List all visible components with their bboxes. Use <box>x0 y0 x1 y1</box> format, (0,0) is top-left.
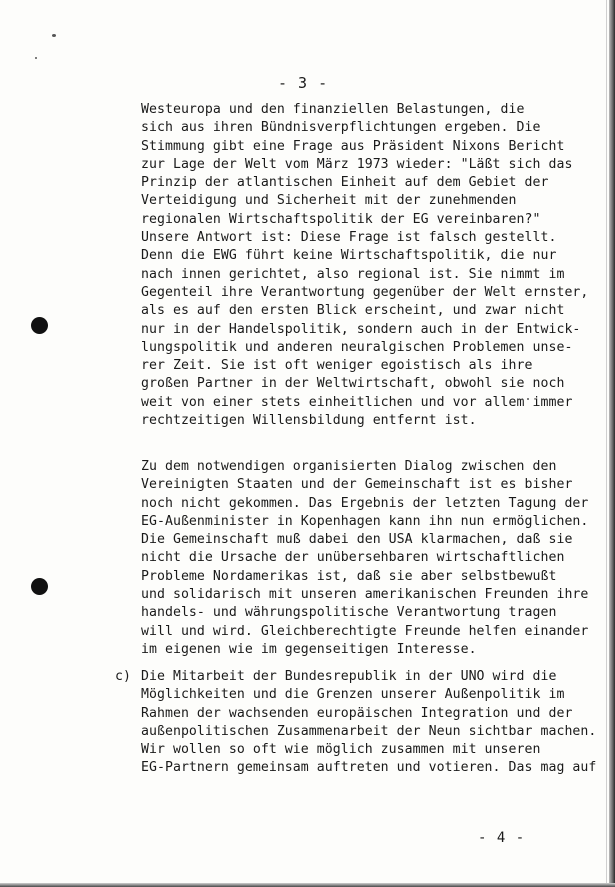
text-line: handels- und währungspolitische Verantwortung tragen <box>141 605 557 621</box>
text-line: sich aus ihren Bündnisverpflichtungen ergeben. Die <box>141 120 541 136</box>
text-line: Zu dem notwendigen organisierten Dialog zwischen den <box>141 459 557 474</box>
text-line: lungspolitik und anderen neuralgischen Problemen unse- <box>141 339 573 355</box>
text-line: Die Gemeinschaft muß dabei den USA klarmachen, daß sie <box>141 532 573 548</box>
next-page-marker: - 4 - <box>478 830 526 846</box>
text-line: rechtzeitigen Willensbildung entfernt ist. <box>141 413 477 429</box>
text-line: großen Partner in der Weltwirtschaft, obwohl sie noch <box>141 376 565 392</box>
text-line: nur in der Handelspolitik, sondern auch in der Entwick- <box>141 321 581 337</box>
text-line: nach innen gerichtet, also regional ist. Sie nimmt im <box>141 266 565 282</box>
text-line: nicht die Ursache der unübersehbaren wirtschaftlichen <box>141 550 565 566</box>
text-line: Wir wollen so oft wie möglich zusammen mit unseren <box>141 742 541 758</box>
text-line: als es auf den ersten Blick erscheint, und zwar nicht <box>141 303 565 319</box>
text-line: zur Lage der Welt vom März 1973 wieder: "Läßt sich das <box>141 156 573 172</box>
text-line: und solidarisch mit unseren amerikanischen Freunden ihre <box>141 587 589 603</box>
list-item-marker: c) <box>115 669 131 684</box>
paragraph-1 <box>141 101 588 430</box>
paragraph-2 <box>141 458 588 659</box>
text-line: außenpolitischen Zusammenarbeit der Neun sichtbar machen. <box>141 723 597 739</box>
scan-speck <box>35 57 37 59</box>
punch-hole-bottom <box>31 578 48 595</box>
text-line: noch nicht gekommen. Das Ergebnis der letzten Tagung der <box>141 495 589 511</box>
text-line: Möglichkeiten und die Grenzen unserer Außenpolitik im <box>141 687 565 703</box>
text-line: Denn die EWG führt keine Wirtschaftspolitik, die nur <box>141 248 557 264</box>
text-line: Probleme Nordamerikas ist, daß sie aber selbstbewußt <box>141 568 557 584</box>
text-line: Unsere Antwort ist: Diese Frage ist falsch gestellt. <box>141 230 557 246</box>
page-number: - 3 - <box>278 74 329 92</box>
text-line: Prinzip der atlantischen Einheit auf dem Gebiet der <box>141 175 549 191</box>
scan-speck <box>52 34 56 37</box>
text-line: rer Zeit. Sie ist oft weniger egoistisch als ihre <box>141 358 533 374</box>
punch-hole-top <box>31 317 48 334</box>
scan-edge-right <box>609 0 615 887</box>
text-line: EG-Partnern gemeinsam auftreten und votieren. Das mag auf <box>141 760 597 776</box>
text-line: will und wird. Gleichberechtigte Freunde helfen einander <box>141 623 589 639</box>
text-line: EG-Außenminister in Kopenhagen kann ihn nun ermöglichen. <box>141 513 589 529</box>
list-item-c-text <box>141 668 596 778</box>
text-line: regionalen Wirtschaftspolitik der EG vereinbaren?" <box>141 211 541 227</box>
text-line: Verteidigung und Sicherheit mit der zunehmenden <box>141 193 517 209</box>
text-line: weit von einer stets einheitlichen und vor allem immer <box>141 394 573 410</box>
text-line: Vereinigten Staaten und der Gemeinschaft ist es bisher <box>141 477 573 493</box>
text-line: Die Mitarbeit der Bundesrepublik in der UNO wird die <box>141 669 557 684</box>
text-line: Rahmen der wachsenden europäischen Integration und der <box>141 705 573 721</box>
scan-edge-bottom <box>0 883 615 887</box>
scan-edge-line <box>606 0 607 887</box>
text-line: im eigenen wie im gegenseitigen Interesse. <box>141 641 477 657</box>
text-line: Gegenteil ihre Verantwortung gegenüber der Welt ernster, <box>141 284 589 300</box>
text-line: Stimmung gibt eine Frage aus Präsident Nixons Bericht <box>141 138 565 154</box>
text-line: Westeuropa und den finanziellen Belastungen, die <box>141 102 525 117</box>
